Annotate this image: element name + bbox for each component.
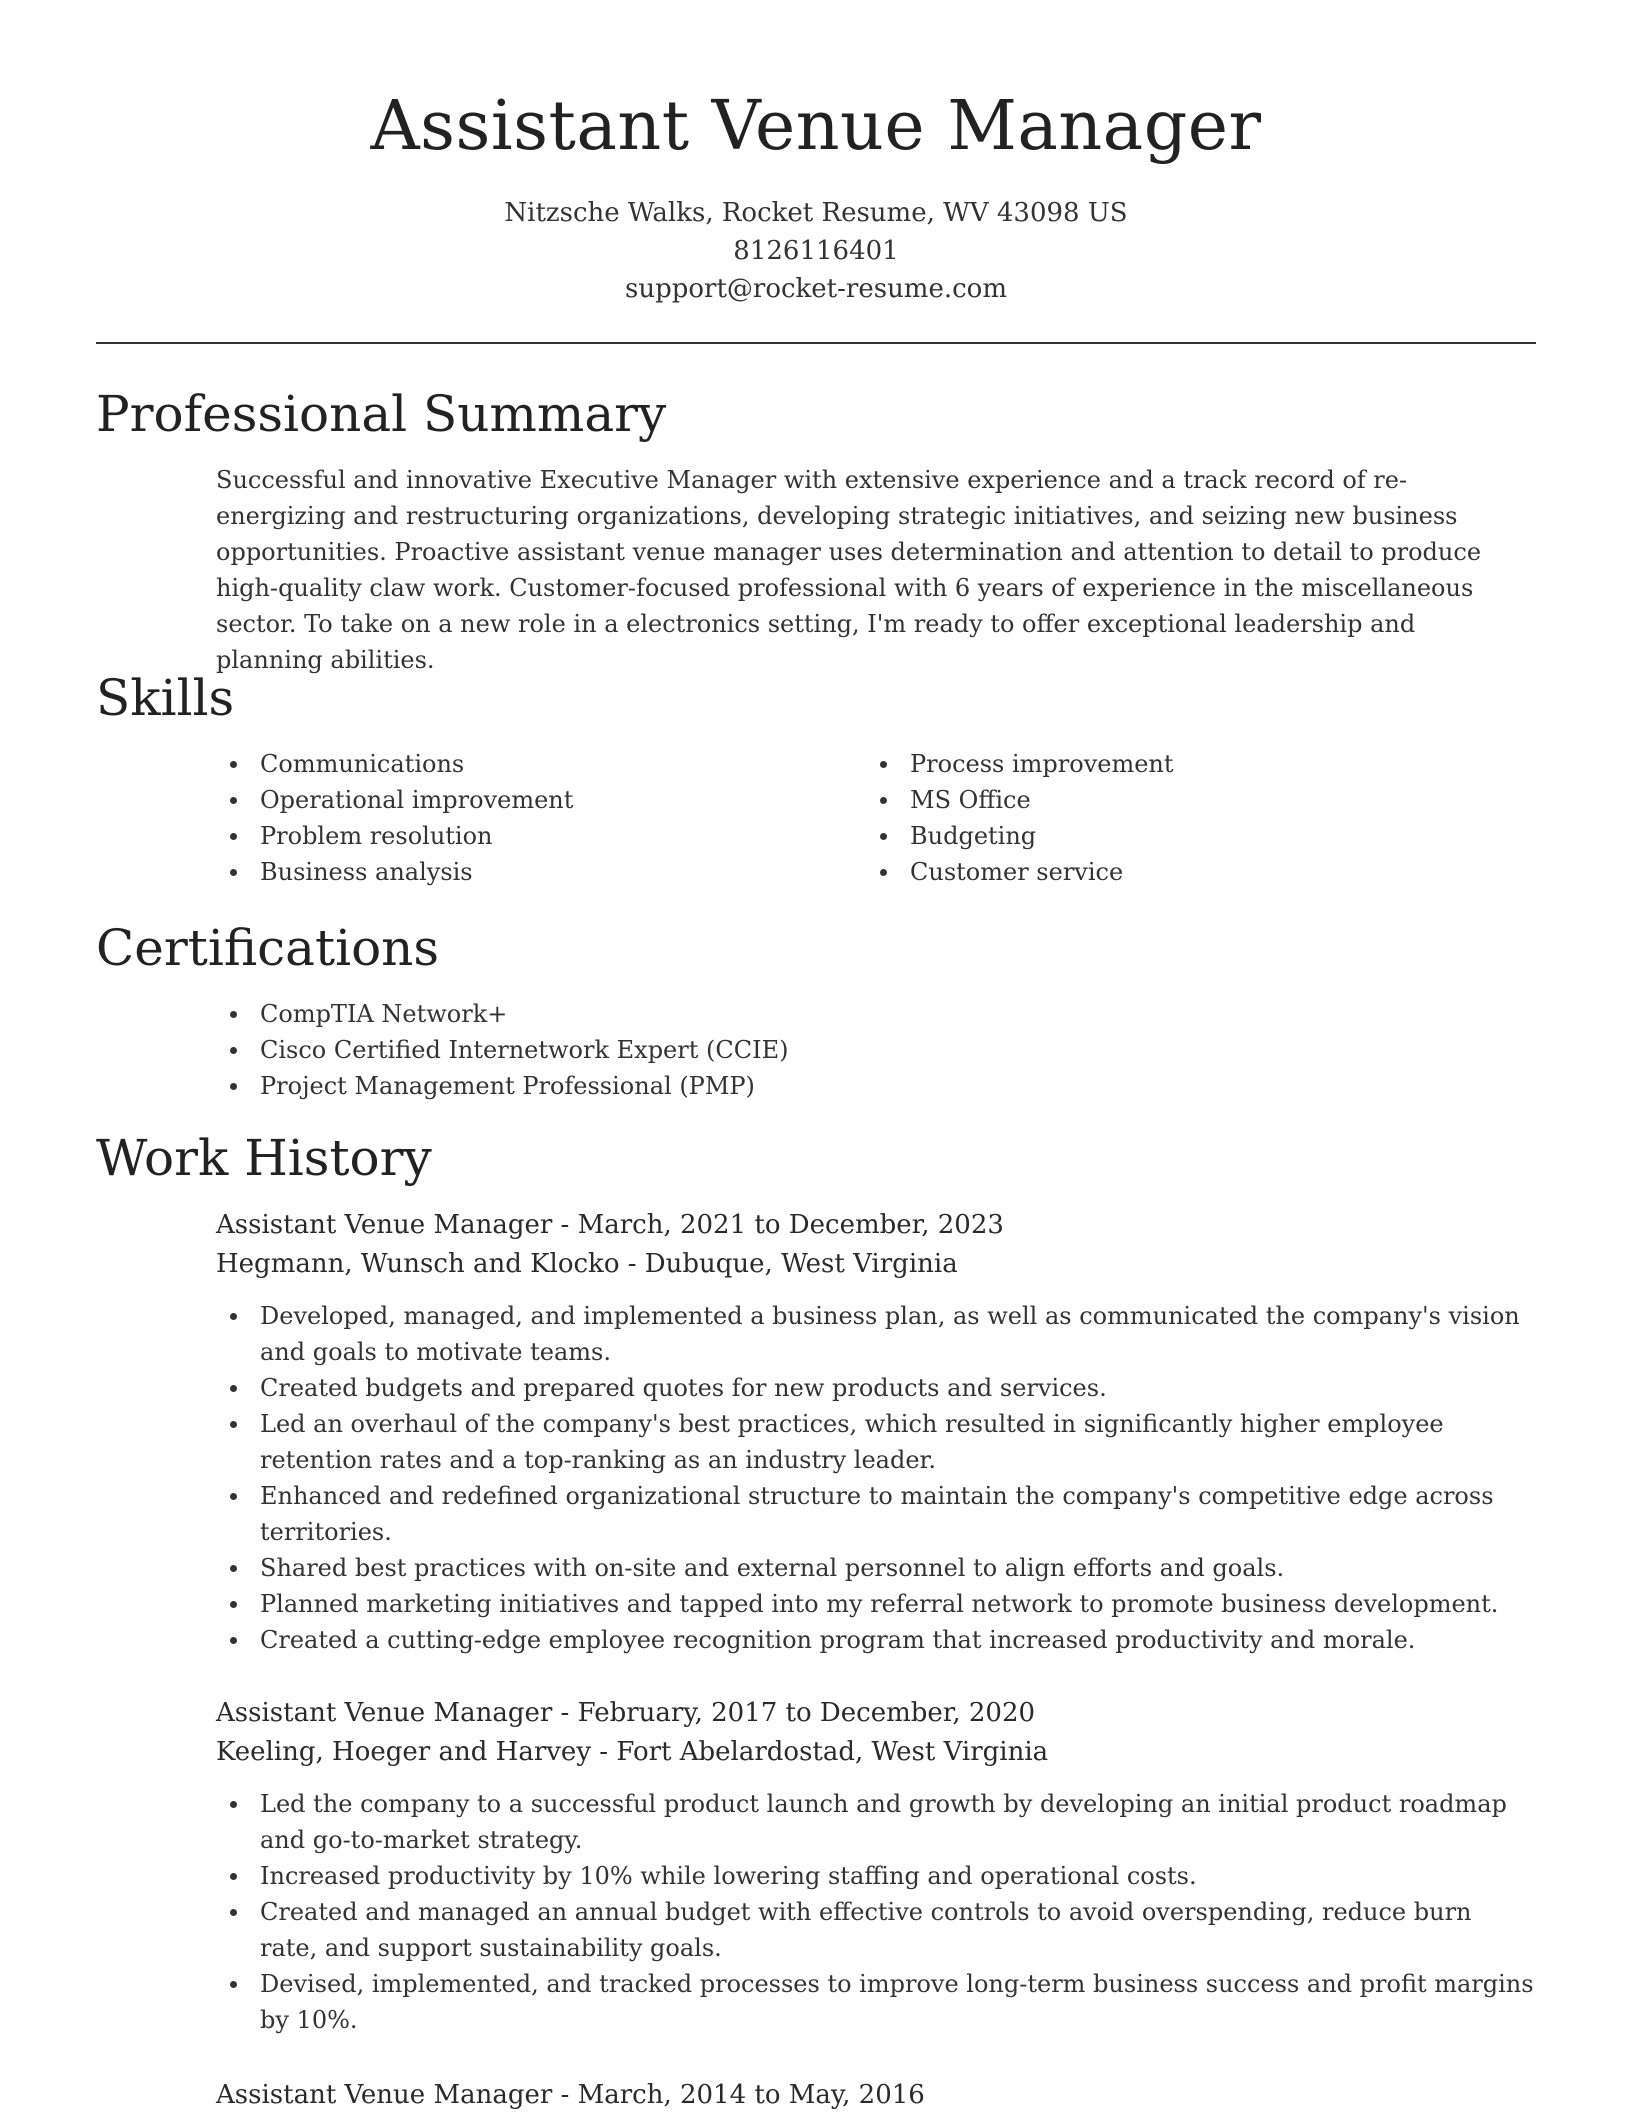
job-bullet: Shared best practices with on-site and external personnel to align efforts and goals. bbox=[216, 1550, 1536, 1586]
job-bullet: Created a cutting-edge employee recognition program that increased productivity and morale. bbox=[216, 1622, 1536, 1658]
resume-header bbox=[0, 0, 1632, 308]
certification-item: Cisco Certified Internetwork Expert (CCIE) bbox=[216, 1032, 1516, 1068]
work-history-heading: Work History bbox=[96, 1129, 432, 1187]
skill-item: Process improvement bbox=[866, 746, 1466, 782]
job-company-line: Hegmann, Wunsch and Klocko - Dubuque, West Virginia bbox=[216, 1249, 958, 1279]
skill-item: Communications bbox=[216, 746, 816, 782]
skills-list-left bbox=[216, 746, 816, 890]
job-title-line: Assistant Venue Manager - February, 2017 to December, 2020 bbox=[216, 1698, 1036, 1728]
job-bullet: Increased productivity by 10% while lowering staffing and operational costs. bbox=[216, 1858, 1536, 1894]
skill-item: Budgeting bbox=[866, 818, 1466, 854]
job-entry bbox=[216, 2076, 1536, 2115]
skills-heading: Skills bbox=[96, 669, 235, 727]
job-bullet: Enhanced and redefined organizational structure to maintain the company's competitive edge across territories. bbox=[216, 1478, 1536, 1550]
skill-item: Problem resolution bbox=[216, 818, 816, 854]
job-entry bbox=[216, 1206, 1536, 1658]
contact-block bbox=[0, 194, 1632, 308]
job-bullet: Devised, implemented, and tracked processes to improve long-term business success and profit margins by 10%. bbox=[216, 1966, 1536, 2038]
header-divider bbox=[96, 342, 1536, 344]
job-title-line: Assistant Venue Manager - March, 2014 to May, 2016 bbox=[216, 2080, 925, 2110]
summary-text: Successful and innovative Executive Manager with extensive experience and a track record of re-energizing and restructuring organizations, developing strategic initiatives, and seizing new business opportunities. Proactive assistant venue manager uses determination and attention to detail to produce high-quality claw work. Customer-focused professional with 6 years of experience in the miscellaneous sector. To take on a new role in a electronics setting, I'm ready to offer exceptional leadership and planning abilities. bbox=[216, 466, 1482, 674]
contact-phone: 8126116401 bbox=[733, 236, 899, 266]
job-bullet: Created budgets and prepared quotes for new products and services. bbox=[216, 1370, 1536, 1406]
job-company-line: Keeling, Hoeger and Harvey - Fort Abelardostad, West Virginia bbox=[216, 1737, 1049, 1767]
contact-address: Nitzsche Walks, Rocket Resume, WV 43098 US bbox=[504, 198, 1128, 228]
job-entry bbox=[216, 1694, 1536, 2038]
resume-title: Assistant Venue Manager bbox=[370, 87, 1262, 166]
skill-item: Business analysis bbox=[216, 854, 816, 890]
skill-item: Customer service bbox=[866, 854, 1466, 890]
job-bullet: Developed, managed, and implemented a business plan, as well as communicated the company's vision and goals to motivate teams. bbox=[216, 1298, 1536, 1370]
certification-item: CompTIA Network+ bbox=[216, 996, 1516, 1032]
certification-item: Project Management Professional (PMP) bbox=[216, 1068, 1516, 1104]
certifications-list bbox=[216, 996, 1516, 1104]
job-bullets bbox=[216, 1298, 1536, 1658]
skills-list-right bbox=[866, 746, 1466, 890]
job-bullet: Planned marketing initiatives and tapped into my referral network to promote business development. bbox=[216, 1586, 1536, 1622]
job-title-line: Assistant Venue Manager - March, 2021 to December, 2023 bbox=[216, 1210, 1004, 1240]
job-bullets bbox=[216, 1786, 1536, 2038]
certifications-heading: Certifications bbox=[96, 919, 440, 977]
skill-item: Operational improvement bbox=[216, 782, 816, 818]
contact-email: support@rocket-resume.com bbox=[624, 274, 1007, 304]
skill-item: MS Office bbox=[866, 782, 1466, 818]
job-bullet: Created and managed an annual budget with effective controls to avoid overspending, reduce burn rate, and support sustainability goals. bbox=[216, 1894, 1536, 1966]
job-bullet: Led an overhaul of the company's best practices, which resulted in significantly higher employee retention rates and a top-ranking as an industry leader. bbox=[216, 1406, 1536, 1478]
summary-heading: Professional Summary bbox=[96, 385, 667, 443]
job-bullet: Led the company to a successful product launch and growth by developing an initial product roadmap and go-to-market strategy. bbox=[216, 1786, 1536, 1858]
